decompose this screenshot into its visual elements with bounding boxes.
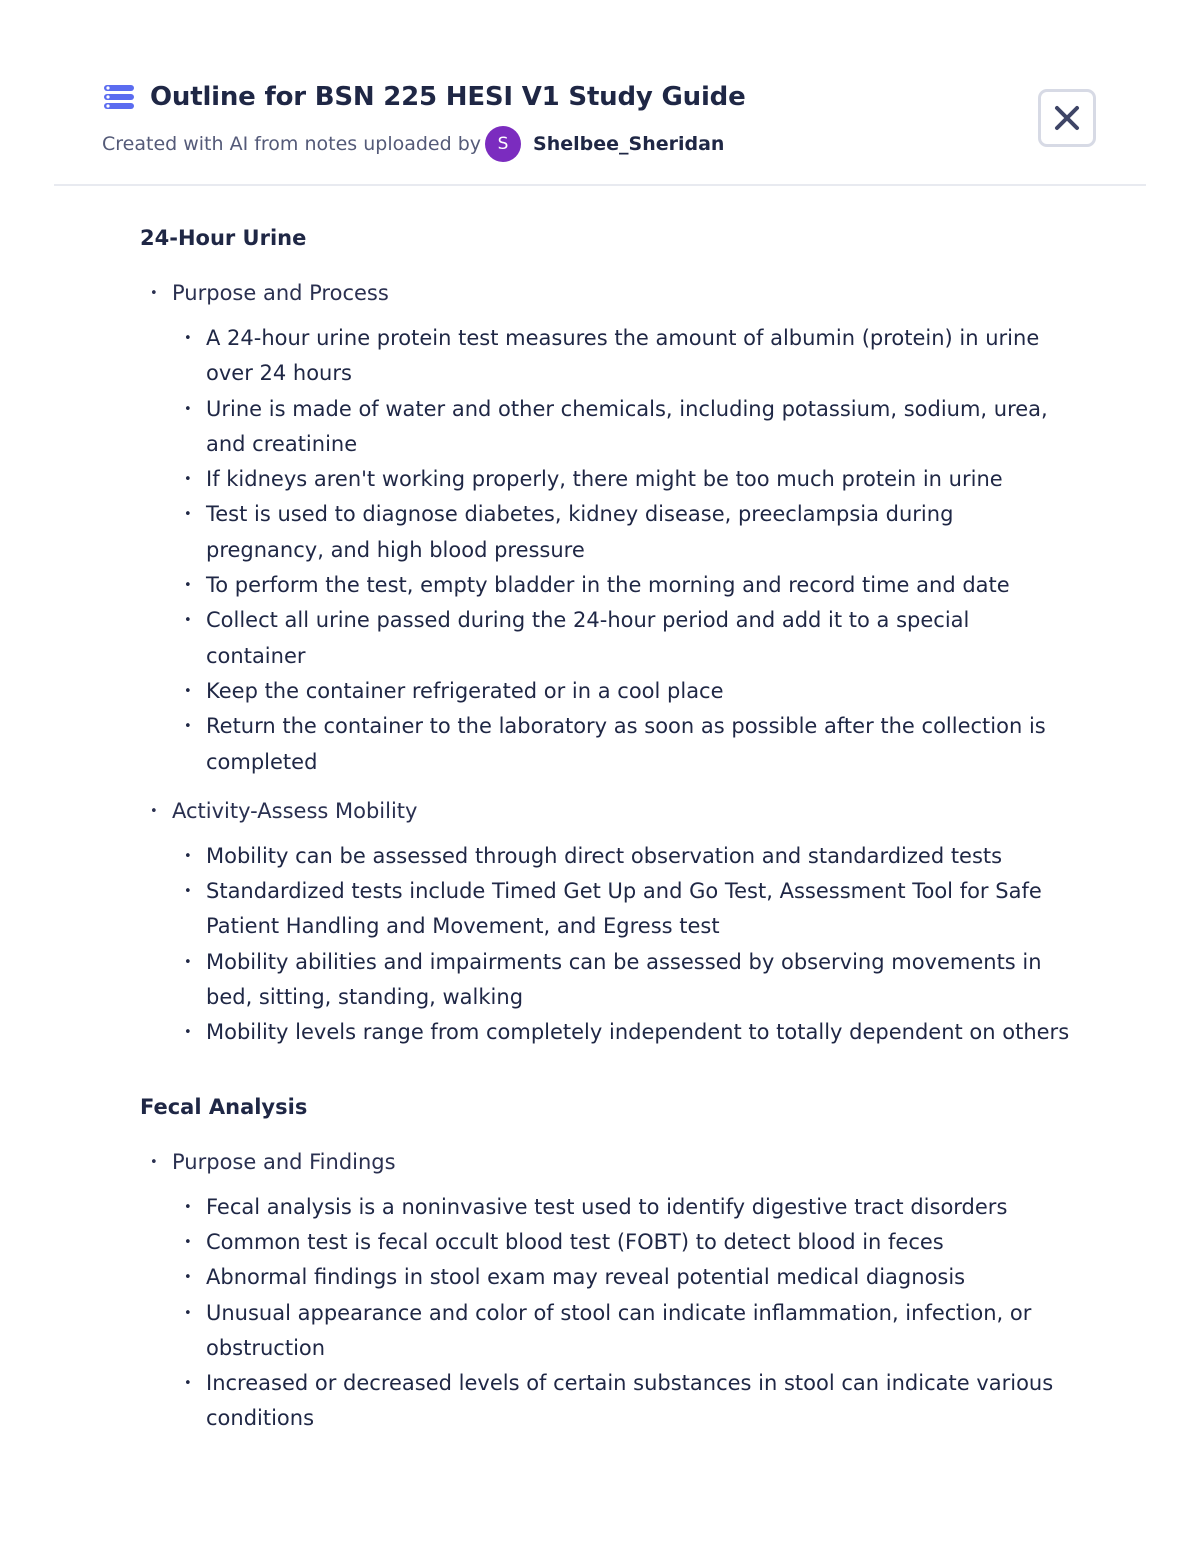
point-item: • A 24-hour urine protein test measures the amount of albumin (protein) in urine over 24 hours	[172, 321, 1070, 392]
topic-label: Purpose and Findings	[172, 1149, 396, 1174]
section-24-hour-urine	[140, 222, 1070, 1051]
point-item: • Increased or decreased levels of certain substances in stool can indicate various conditions	[172, 1366, 1070, 1437]
point-list	[172, 321, 1070, 780]
point-item: • Standardized tests include Timed Get Up and Go Test, Assessment Tool for Safe Patient Handling and Movement, and Egress test	[172, 874, 1070, 945]
close-button[interactable]	[1038, 89, 1096, 147]
point-item: • Fecal analysis is a noninvasive test used to identify digestive tract disorders	[172, 1190, 1070, 1225]
point-item: • Mobility levels range from completely independent to totally dependent on others	[172, 1015, 1070, 1050]
point-list	[172, 1190, 1070, 1437]
attribution	[102, 126, 724, 162]
username-link[interactable]: Shelbee_Sheridan	[533, 133, 725, 155]
point-item: • To perform the test, empty bladder in the morning and record time and date	[172, 568, 1070, 603]
point-item: • If kidneys aren't working properly, there might be too much protein in urine	[172, 462, 1070, 497]
section-title: 24-Hour Urine	[140, 226, 307, 250]
point-list	[172, 839, 1070, 1051]
point-item: • Mobility can be assessed through direct observation and standardized tests	[172, 839, 1070, 874]
topic-label: Activity-Assess Mobility	[172, 798, 418, 823]
page-header	[0, 0, 1200, 186]
topic-item	[140, 1145, 1070, 1437]
topic-list	[140, 276, 1070, 1051]
avatar[interactable]: S	[485, 126, 521, 162]
topic-label: Purpose and Process	[172, 281, 389, 305]
topic-list	[140, 1145, 1070, 1437]
point-item: • Abnormal findings in stool exam may reveal potential medical diagnosis	[172, 1260, 1070, 1295]
point-item: • Common test is fecal occult blood test (FOBT) to detect blood in feces	[172, 1225, 1070, 1260]
list-icon	[104, 84, 134, 110]
outline-content	[140, 222, 1070, 1477]
attribution-text: Created with AI from notes uploaded by	[102, 133, 482, 155]
topic-item	[140, 794, 1070, 1051]
page-title: Outline for BSN 225 HESI V1 Study Guide	[150, 82, 746, 112]
topic-item	[140, 276, 1070, 780]
point-item: • Unusual appearance and color of stool can indicate inflammation, infection, or obstruction	[172, 1296, 1070, 1367]
point-item: • Return the container to the laboratory as soon as possible after the collection is completed	[172, 709, 1070, 780]
point-item: • Keep the container refrigerated or in a cool place	[172, 674, 1070, 709]
point-item: • Urine is made of water and other chemicals, including potassium, sodium, urea, and creatinine	[172, 392, 1070, 463]
close-icon	[1054, 105, 1080, 131]
point-item: • Collect all urine passed during the 24-hour period and add it to a special container	[172, 603, 1070, 674]
point-item: • Mobility abilities and impairments can be assessed by observing movements in bed, sitting, standing, walking	[172, 945, 1070, 1016]
title-row	[104, 82, 746, 112]
section-fecal-analysis	[140, 1091, 1070, 1437]
header-divider	[54, 184, 1146, 186]
point-item: • Test is used to diagnose diabetes, kidney disease, preeclampsia during pregnancy, and high blood pressure	[172, 497, 1070, 568]
section-title: Fecal Analysis	[140, 1094, 308, 1119]
